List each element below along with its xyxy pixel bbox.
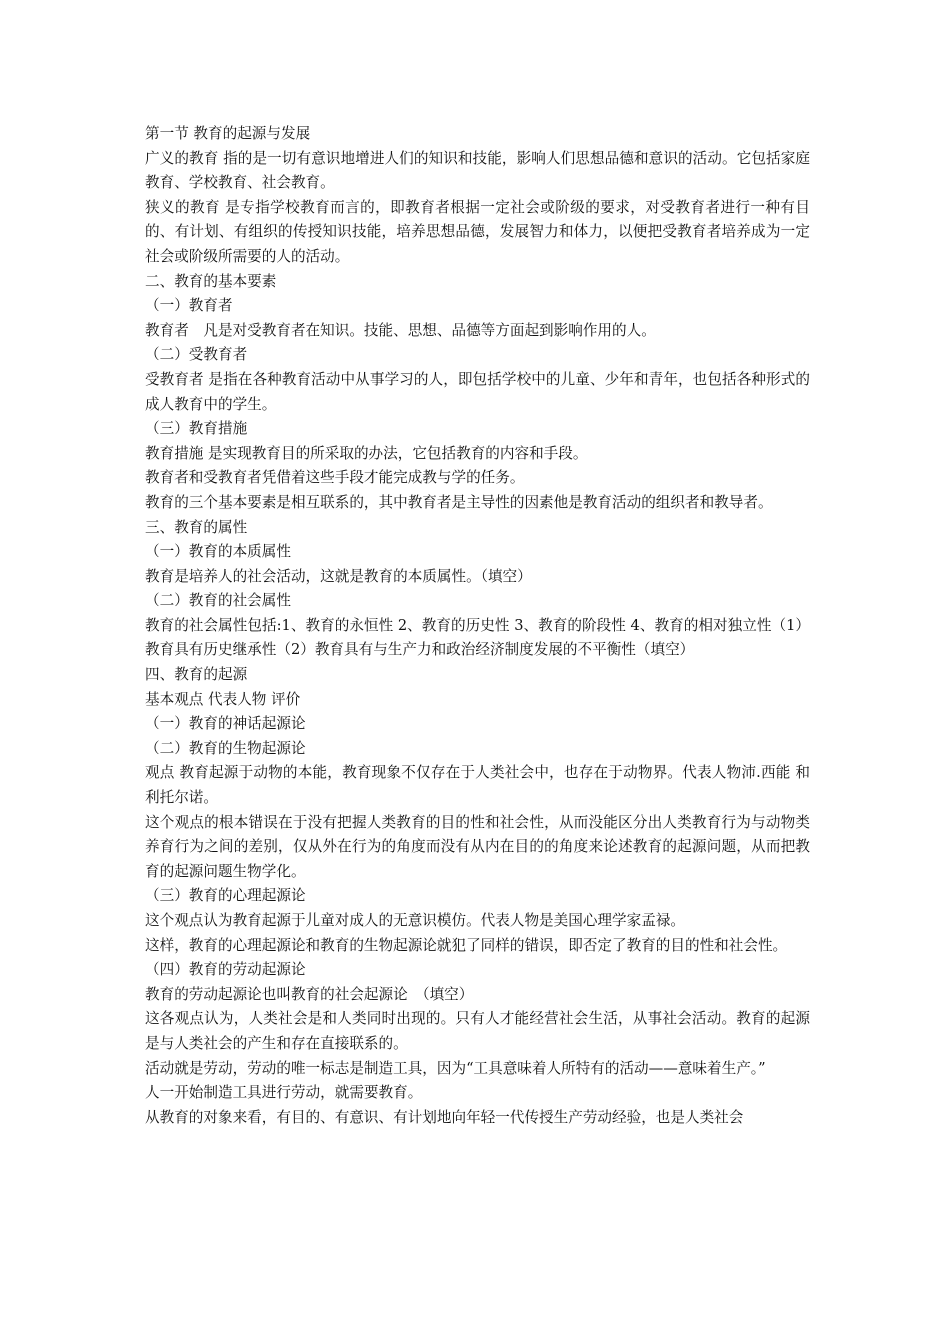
paragraph-measures-task: 教育者和受教育者凭借着这些手段才能完成教与学的任务。 [145,469,525,487]
paragraph-labor-social: 教育的劳动起源论也叫教育的社会起源论 （填空） [145,985,474,1003]
subheading-psychological-origin: （三）教育的心理起源论 [145,887,306,905]
paragraph-biological-view: 观点 教育起源于动物的本能，教育现象不仅存在于人类社会中，也存在于动物界。代表人物沛.西能 和利托尔诺。 [145,764,810,807]
paragraph-labor-education: 人一开始制造工具进行劳动，就需要教育。 [145,1084,423,1102]
subheading-educator: （一）教育者 [145,297,233,315]
origin-columns: 基本观点 代表人物 评价 [145,690,301,708]
paragraph-social-attribute: 教育的社会属性包括:1、教育的永恒性 2、教育的历史性 3、教育的阶段性 4、教育的相对独立性（1）教育具有历史继承性（2）教育具有与生产力和政治经济制度发展的不平衡性（填空） [145,616,810,659]
heading-origin: 四、教育的起源 [145,666,248,684]
paragraph-learner: 受教育者 是指在各种教育活动中从事学习的人，即包括学校中的儿童、少年和青年，也包括各种形式的成人教育中的学生。 [145,370,810,413]
subheading-measures: （三）教育措施 [145,420,248,438]
paragraph-labor-tools: 活动就是劳动，劳动的唯一标志是制造工具，因为“工具意味着人所特有的活动——意味着生产。” [145,1059,766,1077]
paragraph-essential-attribute: 教育是培养人的社会活动，这就是教育的本质属性。（填空） [145,567,532,585]
paragraph-broad-education: 广义的教育 指的是一切有意识地增进人们的知识和技能，影响人们思想品德和意识的活动。它包括家庭教育、学校教育、社会教育。 [145,149,810,192]
subheading-myth-origin: （一）教育的神话起源论 [145,715,306,733]
paragraph-three-elements: 教育的三个基本要素是相互联系的，其中教育者是主导性的因素他是教育活动的组织者和教导者。 [145,493,773,511]
paragraph-biological-critique: 这个观点的根本错误在于没有把握人类教育的目的性和社会性，从而没能区分出人类教育行为与动物类养育行为之间的差别，仅从外在行为的角度而没有从内在目的的角度来论述教育的起源问题，从而把教育的起源问题生物学化。 [145,813,810,880]
paragraph-psychological-critique: 这样，教育的心理起源论和教育的生物起源论就犯了同样的错误，即否定了教育的目的性和社会性。 [145,936,788,954]
paragraph-educator: 教育者 凡是对受教育者在知识。技能、思想、品德等方面起到影响作用的人。 [145,321,656,339]
paragraph-education-object: 从教育的对象来看，有目的、有意识、有计划地向年轻一代传授生产劳动经验，也是人类社会 [145,1108,744,1126]
heading-attributes: 三、教育的属性 [145,518,248,536]
subheading-biological-origin: （二）教育的生物起源论 [145,739,306,757]
paragraph-psychological-view: 这个观点认为教育起源于儿童对成人的无意识模仿。代表人物是美国心理学家孟禄。 [145,912,685,929]
paragraph-narrow-education: 狭义的教育 是专指学校教育而言的，即教育者根据一定社会或阶级的要求，对受教育者进行一种有目的、有计划、有组织的传授知识技能，培养思想品德，发展智力和体力，以便把受教育者培养成为一定社会或阶级所需要的人的活动。 [145,198,810,265]
paragraph-measures: 教育措施 是实现教育目的所采取的办法，它包括教育的内容和手段。 [145,444,588,462]
section-title: 第一节 教育的起源与发展 [145,125,311,142]
document-body [145,122,810,1130]
subheading-social-attribute: （二）教育的社会属性 [145,592,291,610]
paragraph-labor-view: 这各观点认为，人类社会是和人类同时出现的。只有人才能经营社会生活，从事社会活动。教育的起源是与人类社会的产生和存在直接联系的。 [145,1010,810,1052]
subheading-labor-origin: （四）教育的劳动起源论 [145,961,306,979]
subheading-learner: （二）受教育者 [145,346,248,364]
heading-basic-elements: 二、教育的基本要素 [145,272,277,290]
subheading-essential-attribute: （一）教育的本质属性 [145,543,291,561]
